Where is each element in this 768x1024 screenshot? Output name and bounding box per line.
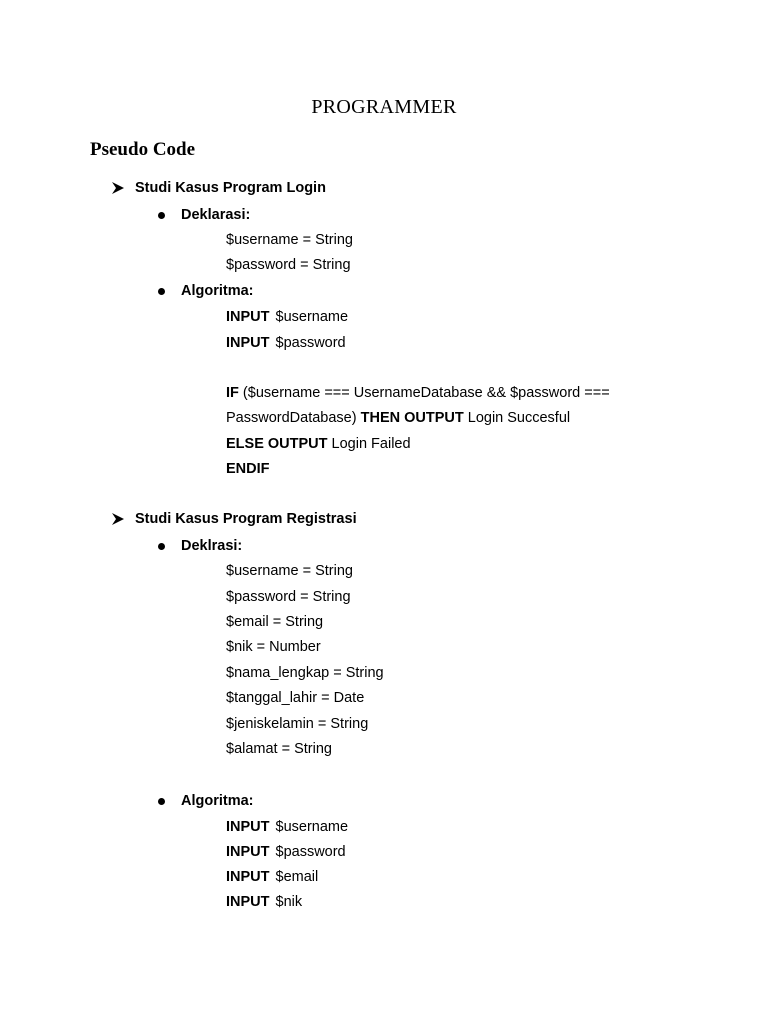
round-bullet-icon [158, 212, 165, 219]
code-line-input [226, 893, 302, 911]
code-line-input [226, 308, 348, 326]
if-condition-continued: PasswordDatabase) [226, 410, 357, 426]
input-variable: $email [275, 869, 319, 885]
code-line-then [226, 409, 570, 427]
then-output: Login Succesful [467, 410, 571, 426]
round-bullet-icon [158, 543, 165, 550]
declaration-line: $email = String [226, 614, 324, 630]
input-variable: $nik [275, 894, 303, 910]
code-line-input [226, 843, 346, 861]
round-bullet-icon [158, 288, 165, 295]
declaration-line: $nama_lengkap = String [226, 665, 384, 681]
code-line-else [226, 435, 411, 453]
algoritma-label: Algoritma: [181, 793, 254, 809]
declaration-line: $password = String [226, 589, 351, 605]
else-keyword: ELSE OUTPUT [226, 436, 328, 452]
arrowhead-bullet-icon [111, 181, 125, 195]
if-keyword: IF [226, 385, 239, 401]
if-condition: ($username === UsernameDatabase && $password === [242, 385, 610, 401]
code-line-input [226, 868, 318, 886]
declaration-line: $alamat = String [226, 741, 332, 757]
round-bullet-icon [158, 798, 165, 805]
code-line-input [226, 334, 346, 352]
section-heading-login: Studi Kasus Program Login [135, 180, 326, 196]
input-keyword: INPUT [226, 894, 270, 910]
declaration-line: $username = String [226, 232, 353, 248]
arrowhead-bullet-icon [111, 512, 125, 526]
input-keyword: INPUT [226, 869, 270, 885]
input-keyword: INPUT [226, 819, 270, 835]
section-heading-registrasi: Studi Kasus Program Registrasi [135, 511, 357, 527]
code-line-if [226, 384, 610, 402]
declaration-line: $password = String [226, 257, 351, 273]
input-variable: $password [275, 335, 346, 351]
declaration-line: $jeniskelamin = String [226, 716, 369, 732]
input-variable: $username [275, 819, 349, 835]
then-keyword: THEN OUTPUT [360, 410, 464, 426]
endif-keyword: ENDIF [226, 461, 270, 477]
code-line-input [226, 818, 348, 836]
input-keyword: INPUT [226, 335, 270, 351]
algoritma-label: Algoritma: [181, 283, 254, 299]
declaration-line: $tanggal_lahir = Date [226, 690, 365, 706]
input-variable: $username [275, 309, 349, 325]
input-keyword: INPUT [226, 309, 270, 325]
section-subtitle: Pseudo Code [90, 139, 196, 160]
deklarasi-label: Deklarasi: [181, 207, 251, 223]
input-keyword: INPUT [226, 844, 270, 860]
page-title: PROGRAMMER [311, 96, 457, 118]
declaration-line: $username = String [226, 563, 353, 579]
declaration-line: $nik = Number [226, 639, 321, 655]
else-output: Login Failed [331, 436, 411, 452]
deklarasi-label: Deklrasi: [181, 538, 243, 554]
input-variable: $password [275, 844, 346, 860]
